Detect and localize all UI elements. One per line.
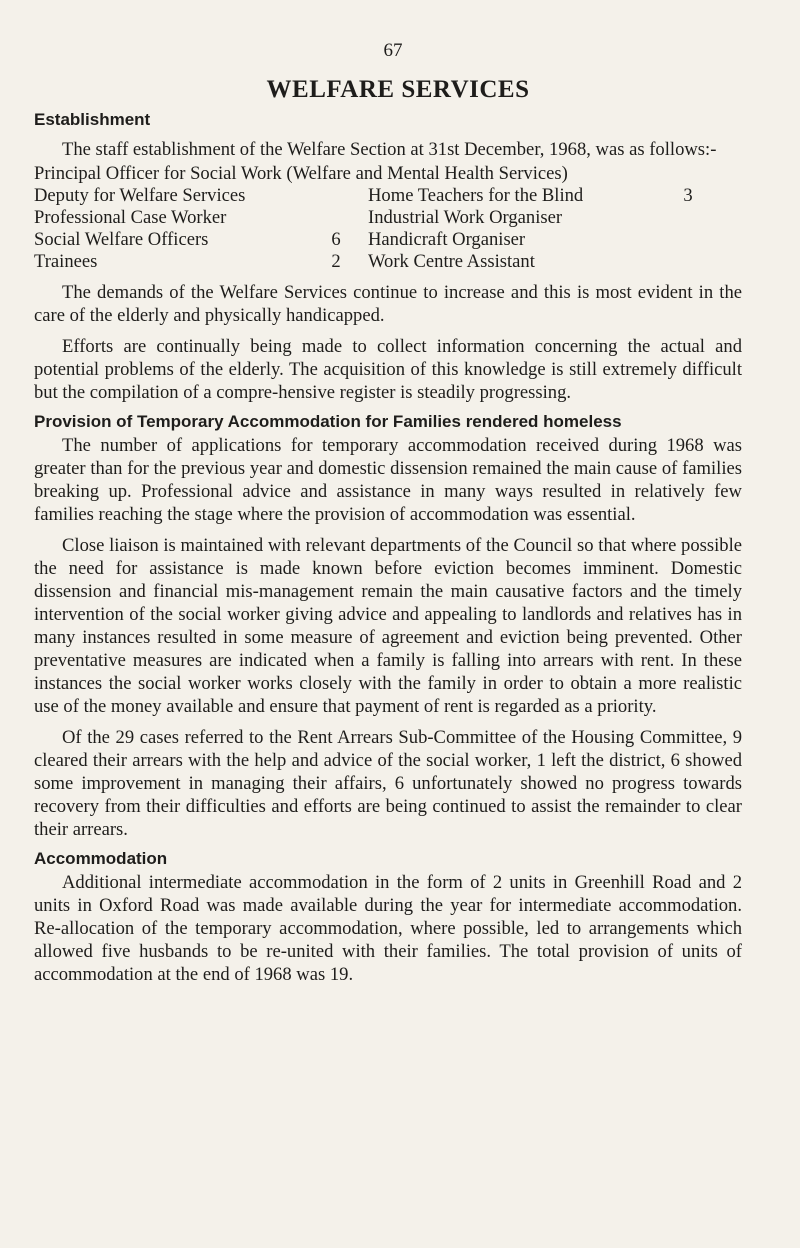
- section-heading-accommodation: Accommodation: [34, 849, 168, 868]
- staff-count: [668, 207, 708, 229]
- staff-count: [304, 207, 368, 229]
- staff-row: [34, 207, 742, 229]
- staff-title: Social Welfare Officers: [34, 229, 209, 250]
- paragraph: The demands of the Welfare Services continue to increase and this is most evident in the care of the elderly and physically handicapped.: [34, 282, 742, 326]
- paragraph: The number of applications for temporary accommodation received during 1968 was greater than for the previous year and domestic dissension remained the main cause of families breaking up. Professional advice and assistance in many ways resulted in relatively few families reaching the stage where the provision of accommodation was essential.: [34, 435, 742, 525]
- staff-count: [668, 229, 708, 251]
- staff-title: Industrial Work Organiser: [368, 207, 563, 228]
- staff-title: Home Teachers for the Blind: [368, 185, 584, 206]
- staff-list: [34, 163, 742, 273]
- paragraph: Close liaison is maintained with relevant departments of the Council so that where possible the need for assistance is made known before eviction becomes imminent. Domestic dissension and financial mis-management remain the main causative factors and the timely intervention of the social worker giving advice and appealing to landlords and relatives has in many instances resulted in some measure of agreement and eviction being prevented. Other preventative measures are indicated when a family is falling into arrears with rent. In these instances the social worker works closely with the family in order to obtain a more realistic use of the money available and ensure that payment of rent is regarded as a priority.: [34, 535, 742, 717]
- staff-row: [34, 229, 742, 251]
- staff-principal: Principal Officer for Social Work (Welfare and Mental Health Services): [34, 163, 568, 184]
- staff-title: Deputy for Welfare Services: [34, 185, 246, 206]
- staff-title: Professional Case Worker: [34, 207, 227, 228]
- paragraph: Of the 29 cases referred to the Rent Arrears Sub-Committee of the Housing Committee, 9 cleared their arrears with the help and advice of the social worker, 1 left the district, 6 showed some improvement in managing their affairs, 6 unfortunately showed no progress towards recovery from their difficulties and efforts are being continued to assist the remainder to clear their arrears.: [34, 727, 742, 840]
- staff-title: Handicraft Organiser: [368, 229, 526, 250]
- page-number: 67: [383, 40, 403, 61]
- establishment-intro: The staff establishment of the Welfare Section at 31st December, 1968, was as follows:-: [62, 139, 717, 160]
- staff-count: 6: [331, 229, 341, 250]
- section-heading-establishment: Establishment: [34, 110, 151, 129]
- staff-row: [34, 251, 742, 273]
- staff-count: 2: [331, 251, 341, 272]
- section-heading-provision: Provision of Temporary Accommodation for Families rendered homeless: [34, 412, 622, 431]
- staff-title: Work Centre Assistant: [368, 251, 535, 272]
- paragraph: Additional intermediate accommodation in the form of 2 units in Greenhill Road and 2 units in Oxford Road was made available during the year for intermediate accommodation. Re-allocation of the temporary accommodation, where possible, led to arrangements which allowed five husbands to be re-united with their families. The total provision of units of accommodation at the end of 1968 was 19.: [34, 872, 742, 985]
- staff-count: [304, 185, 368, 207]
- staff-count: 3: [683, 185, 693, 206]
- paragraph: Efforts are continually being made to collect information concerning the actual and potential problems of the elderly. The acquisition of this knowledge is still extremely difficult but the compilation of a compre-hensive register is steadily progressing.: [34, 336, 742, 403]
- staff-title: Trainees: [34, 251, 98, 272]
- page-title: WELFARE SERVICES: [266, 76, 530, 103]
- staff-row: [34, 185, 742, 207]
- document-page: [34, 40, 742, 986]
- staff-count: [668, 251, 708, 273]
